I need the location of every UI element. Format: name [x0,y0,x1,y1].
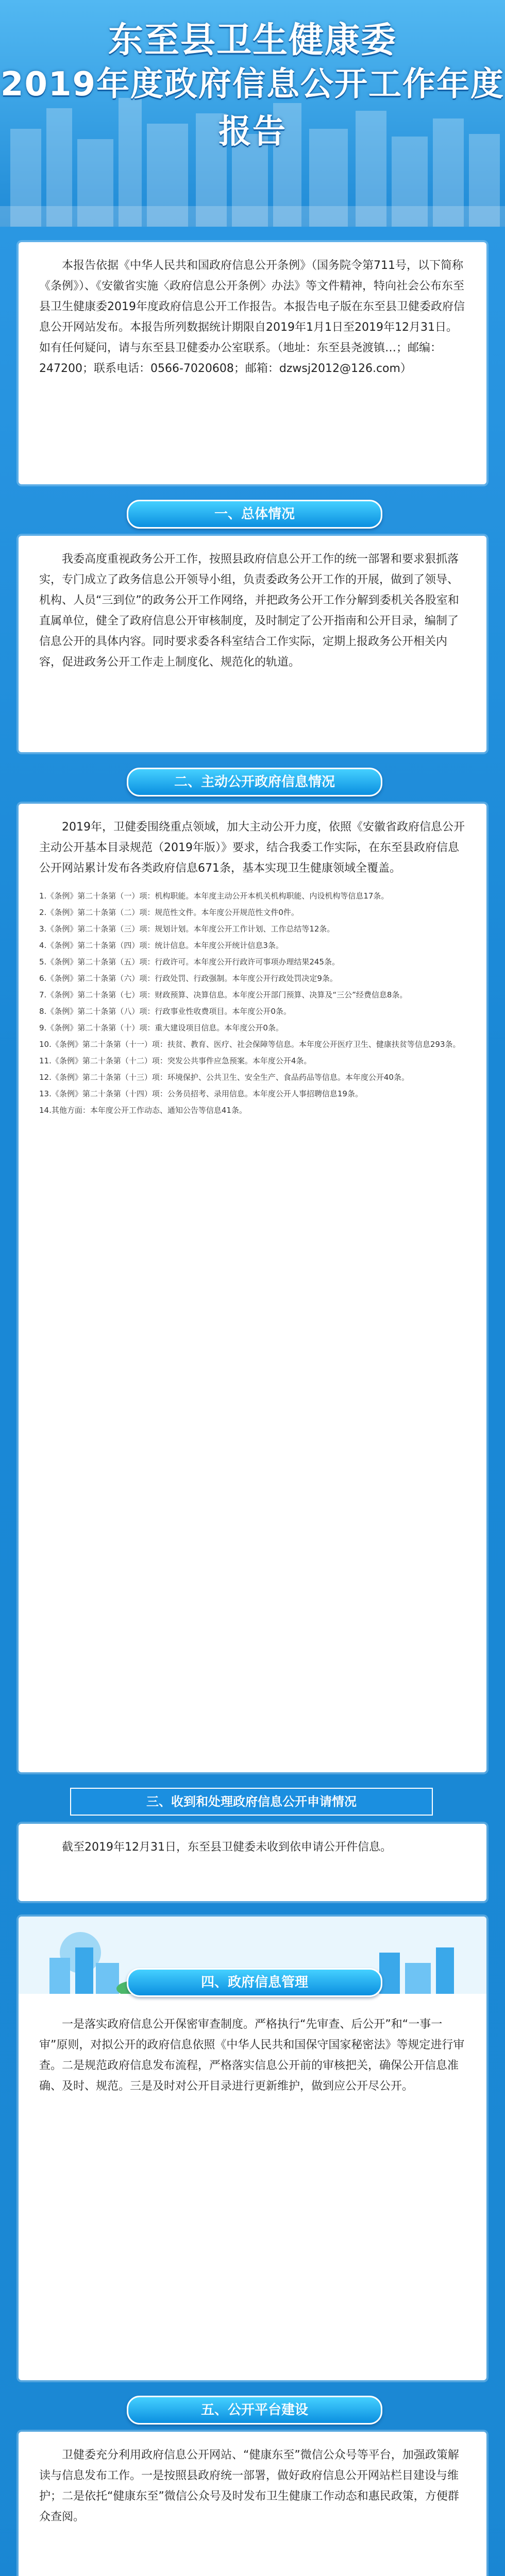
section-5-card [19,2432,486,2576]
section-4-text: 一是落实政府信息公开保密审查制度。严格执行“先审查、后公开”和“一事一审”原则，对拟公开的政府信息依照《中华人民共和国保守国家秘密法》等规定进行审查。二是规范政府信息发布流程，严格落实信息公开前的审核把关，确保公开信息准确、及时、规范。三是及时对公开目录进行更新维护，做到应公开尽公开。 [39,2018,465,2093]
section-title-3: 三、收到和处理政府信息公开申请情况 [70,1788,433,1816]
s2-item: 14.其他方面：本年度公开工作动态、通知公告等信息41条。 [39,1106,247,1115]
s2-item: 11.《条例》第二十条第（十二）项：突发公共事件应急预案。本年度公开4条。 [39,1056,312,1065]
s2-item: 5.《条例》第二十条第（五）项：行政许可。本年度公开行政许可事项办理结果245条。 [39,957,340,967]
section-title-1: 一、总体情况 [127,500,382,529]
report-header [0,0,505,227]
s2-item: 7.《条例》第二十条第（七）项：财政预算、决算信息。本年度公开部门预算、决算及“三公”经费信息8条。 [39,990,408,999]
section-2-text: 2019年，卫健委围绕重点领域，加大主动公开力度，依照《安徽省政府信息公开主动公开基本目录规范（2019年版）》要求，结合我委工作实际，在东至县政府信息公开网站累计发布各类政府信息671条，基本实现卫生健康领域全覆盖。 [39,821,465,875]
section-1-text: 我委高度重视政务公开工作，按照县政府信息公开工作的统一部署和要求狠抓落实，专门成立了政务信息公开领导小组，负责委政务公开工作的开展，做到了领导、机构、人员“三到位”的政务公开工作网络，并把政务公开工作分解到委机关各股室和直属单位，健全了政府信息公开审核制度，及时制定了公开指南和公开目录，编制了信息公开的具体内容。同时要求委各科室结合工作实际，定期上报政务公开相关内容，促进政务公开工作走上制度化、规范化的轨道。 [39,553,459,669]
section-title-5: 五、公开平台建设 [127,2396,382,2425]
section-3-card [19,1824,486,1901]
s2-item: 3.《条例》第二十条第（三）项：规划计划。本年度公开工作计划、工作总结等12条。 [39,924,335,934]
s2-item: 2.《条例》第二十条第（二）项：规范性文件。本年度公开规范性文件0件。 [39,908,299,917]
section-1-card [19,536,486,752]
report-title-line1: 东至县卫生健康委 [108,20,397,61]
section-title-2: 二、主动公开政府信息情况 [127,768,382,796]
section-title-4: 四、政府信息管理 [127,1968,382,1997]
s2-item: 13.《条例》第二十条第（十四）项：公务员招考、录用信息。本年度公开人事招聘信息19条。 [39,1089,363,1098]
intro-card [19,242,486,484]
s2-item: 12.《条例》第二十条第（十三）项：环境保护、公共卫生、安全生产、食品药品等信息。本年度公开40条。 [39,1073,409,1082]
intro-text: 本报告依据《中华人民共和国政府信息公开条例》（国务院令第711号，以下简称《条例》）、《安徽省实施〈政府信息公开条例〉办法》等文件精神，特向社会公布东至县卫生健康委2019年度政府信息公开工作报告。本报告电子版在东至县卫健委政府信息公开网站发布。本报告所列数据统计期限自2019年1月1日至2019年12月31日。如有任何疑问，请与东至县卫健委办公室联系。（地址：东至县尧渡镇…；邮编：247200；联系电话：0566-7020608；邮箱：dzwsj2012@126.com） [39,259,465,375]
s2-item: 6.《条例》第二十条第（六）项：行政处罚、行政强制。本年度公开行政处罚决定9条。 [39,974,338,983]
section-3-text: 截至2019年12月31日，东至县卫健委未收到依申请公开件信息。 [62,1841,392,1854]
s2-item: 10.《条例》第二十条第（十一）项：扶贫、教育、医疗、社会保障等信息。本年度公开医疗卫生、健康扶贫等信息293条。 [39,1040,461,1049]
report-title-line2: 2019年度政府信息公开工作年度报告 [0,65,505,151]
section-5-text: 卫健委充分利用政府信息公开网站、“健康东至”微信公众号等平台，加强政策解读与信息发布工作。一是按照县政府统一部署，做好政府信息公开网站栏目建设与维护；二是依托“健康东至”微信公众号及时发布卫生健康工作动态和惠民政策，方便群众查阅。 [39,2449,459,2523]
s2-item: 4.《条例》第二十条第（四）项：统计信息。本年度公开统计信息3条。 [39,941,283,950]
s2-item: 8.《条例》第二十条第（八）项：行政事业性收费项目。本年度公开0条。 [39,1007,291,1016]
section-2-card [19,804,486,1772]
s2-item: 1.《条例》第二十条第（一）项：机构职能。本年度主动公开本机关机构职能、内设机构等信息17条。 [39,891,389,901]
s2-item: 9.《条例》第二十条第（十）项：重大建设项目信息。本年度公开0条。 [39,1023,283,1032]
section-4-card [19,1917,486,2380]
